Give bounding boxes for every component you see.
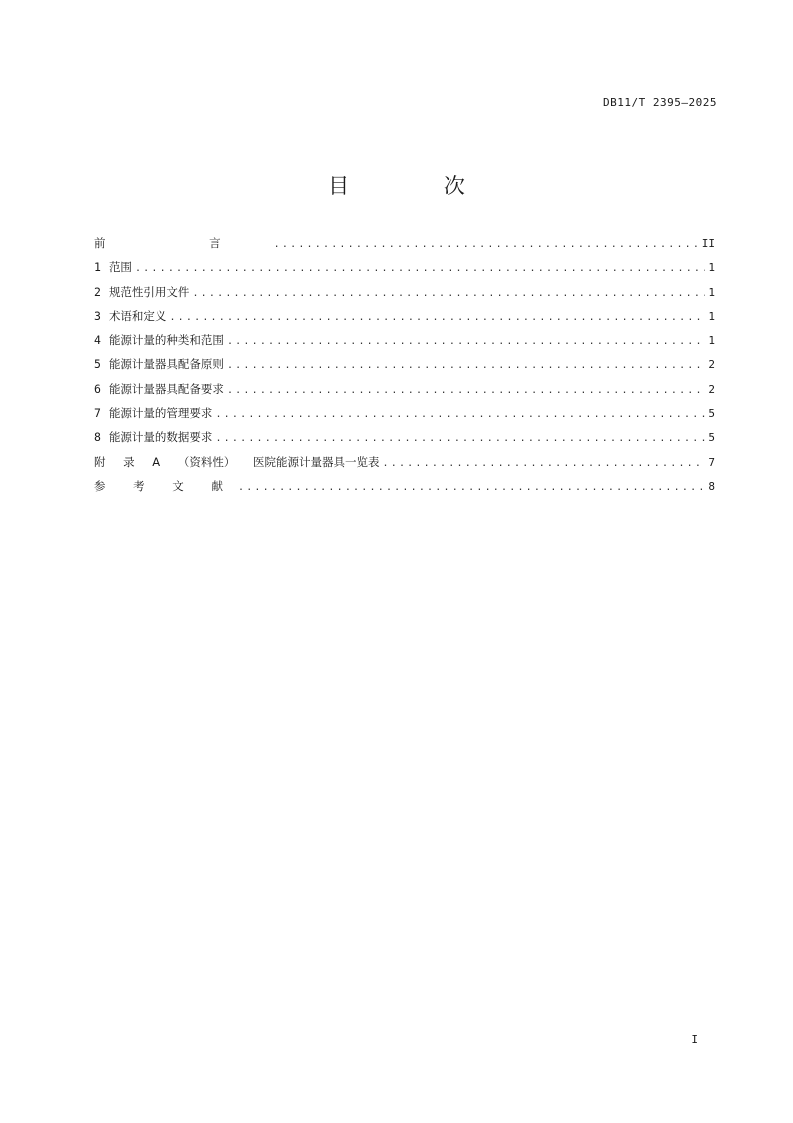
toc-entry-page: 2: [708, 382, 715, 396]
toc-entry-3[interactable]: [94, 308, 715, 332]
toc-entry-label: 能源计量的种类和范围: [108, 333, 224, 348]
toc-entry-number: 5: [94, 357, 101, 372]
toc-leader-dots: [135, 263, 705, 274]
toc-entry-label: 能源计量器具配备原则: [108, 357, 224, 372]
toc-leader-dots: [227, 336, 705, 347]
toc-entry-label: 附 录 A （资料性） 医院能源计量器具一览表: [94, 454, 380, 469]
toc-entry-page: 1: [708, 261, 715, 275]
toc-leader-dots: [215, 433, 705, 444]
toc-leader-dots: [227, 385, 705, 396]
toc-entry-2[interactable]: [94, 284, 715, 308]
toc-entry-number: 4: [94, 333, 101, 348]
toc-entry-8[interactable]: [94, 429, 715, 453]
toc-entry-label: 术语和定义: [108, 308, 167, 323]
toc-entry-page: II: [701, 237, 715, 250]
toc-entry-number: 3: [94, 308, 101, 323]
toc-entry-page: 7: [708, 455, 715, 469]
toc-leader-dots: [215, 409, 705, 420]
toc-entry-page: 5: [708, 431, 715, 445]
toc-entry-bibliography[interactable]: [94, 478, 715, 502]
toc-entry-5[interactable]: [94, 356, 715, 380]
toc-entry-page: 1: [708, 334, 715, 348]
toc-entry-foreword[interactable]: [94, 235, 715, 259]
toc-entry-label: 前 言: [94, 236, 271, 250]
toc-entry-7[interactable]: [94, 405, 715, 429]
table-of-contents: [94, 235, 715, 502]
toc-entry-label: 能源计量器具配备要求: [108, 381, 224, 396]
toc-entry-4[interactable]: [94, 332, 715, 356]
toc-entry-appendix-a[interactable]: [94, 454, 715, 478]
toc-entry-number: 6: [94, 381, 101, 396]
toc-leader-dots: [274, 239, 699, 250]
toc-entry-number: 2: [94, 284, 101, 299]
toc-entry-label: 参 考 文 献: [94, 478, 235, 493]
toc-entry-6[interactable]: [94, 381, 715, 405]
toc-leader-dots: [169, 312, 705, 323]
toc-entry-page: 8: [708, 479, 715, 493]
toc-leader-dots: [238, 482, 705, 493]
toc-entry-page: 5: [708, 407, 715, 421]
toc-entry-label: 能源计量的数据要求: [108, 430, 213, 445]
toc-entry-1[interactable]: [94, 259, 715, 283]
toc-entry-number: 8: [94, 430, 101, 445]
toc-entry-label: 规范性引用文件: [108, 284, 190, 299]
toc-entry-label: 能源计量的管理要求: [108, 406, 213, 421]
toc-leader-dots: [192, 288, 705, 299]
page-number: I: [691, 1033, 698, 1046]
page-title: 目 次: [328, 174, 509, 198]
toc-entry-number: 1: [94, 260, 101, 275]
toc-entry-label: 范围: [108, 260, 132, 275]
toc-entry-page: 1: [708, 309, 715, 323]
toc-entry-number: 7: [94, 406, 101, 421]
toc-leader-dots: [383, 458, 706, 469]
toc-leader-dots: [227, 360, 705, 371]
toc-entry-page: 2: [708, 358, 715, 372]
document-code: DB11/T 2395—2025: [603, 96, 717, 109]
toc-entry-page: 1: [708, 285, 715, 299]
